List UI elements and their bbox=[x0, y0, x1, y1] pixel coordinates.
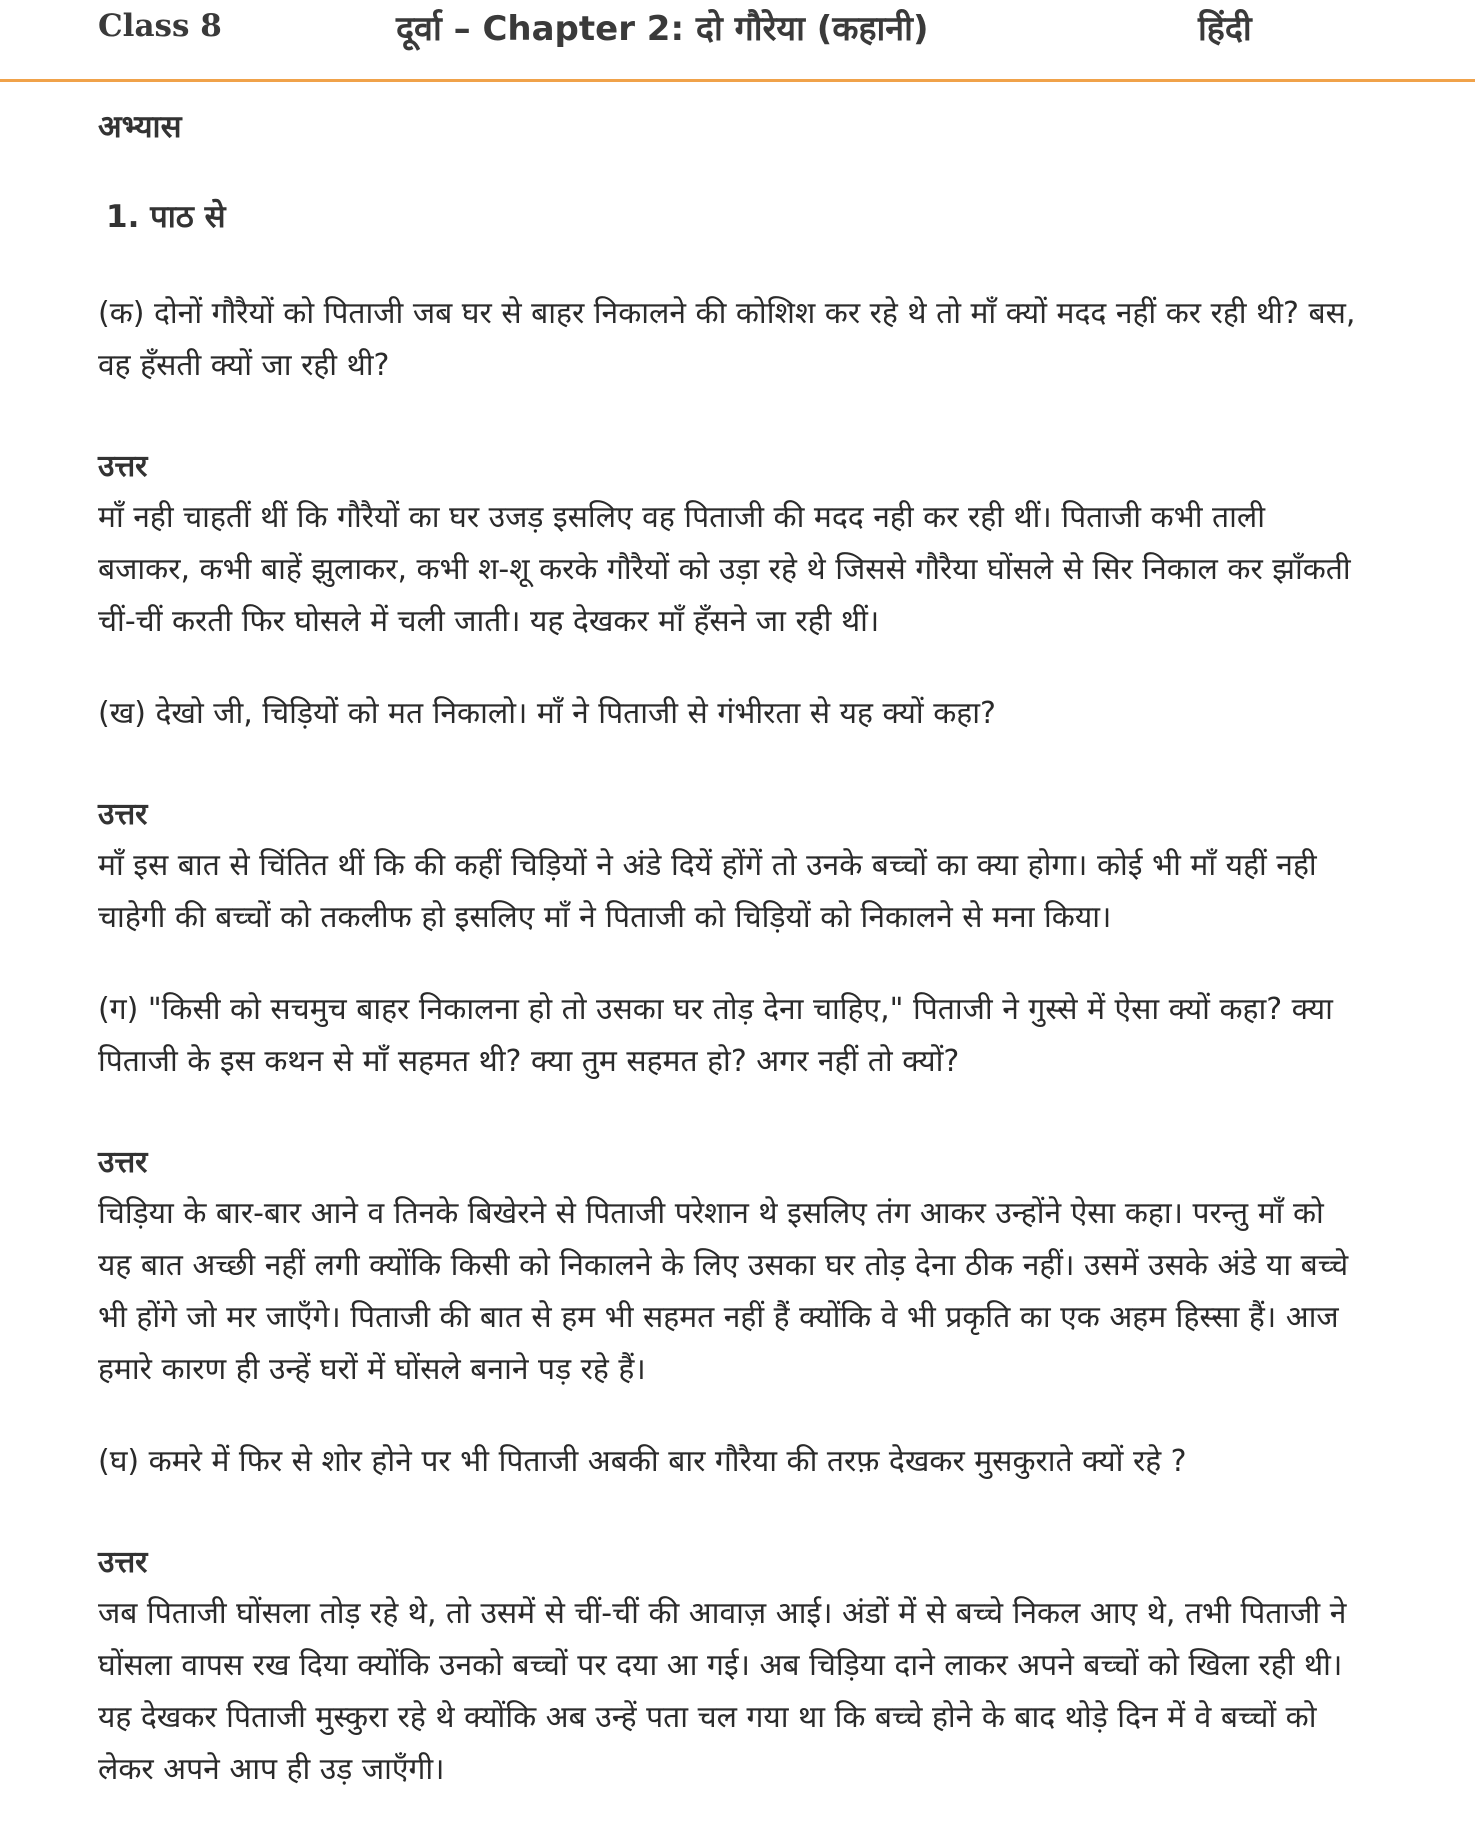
answer-kha: माँ इस बात से चिंतित थीं कि की कहीं चिड़ियों ने अंडे दियें होंगें तो उनके बच्चों का क्या होगा। कोई भी माँ यहीं नही चाहेगी की बच्चों को तकलीफ हो इसलिए माँ ने पिताजी को चिड़ियों को निकालने से मना किया। bbox=[98, 848, 1317, 935]
question-ga: (ग) "किसी को सचमुच बाहर निकालना हो तो उसका घर तोड़ देना चाहिए," पिताजी ने गुस्से में ऐसा क्यों कहा? क्या पिताजी के इस कथन से माँ सहमत थी? क्या तुम सहमत हो? अगर नहीं तो क्यों? bbox=[98, 992, 1333, 1079]
qa-item-kha bbox=[98, 688, 1358, 944]
qa-item-ka bbox=[98, 288, 1358, 648]
page-header bbox=[0, 0, 1475, 82]
answer-ka: माँ नही चाहतीं थीं कि गौरैयों का घर उजड़ इसलिए वह पिताजी की मदद नही कर रही थीं। पिताजी कभी ताली बजाकर, कभी बाहें झुलाकर, कभी श-शू करके गौरैयों को उड़ा रहे थे जिससे गौरैया घोंसले से सिर निकाल कर झाँकती चीं-चीं करती फिर घोसले में चली जाती। यह देखकर माँ हँसने जा रही थीं। bbox=[98, 500, 1351, 639]
question-kha: (ख) देखो जी, चिड़ियों को मत निकालो। माँ ने पिताजी से गंभीरता से यह क्यों कहा? bbox=[98, 696, 996, 731]
qa-item-ga bbox=[98, 984, 1358, 1396]
answer-label: उत्तर bbox=[98, 797, 148, 832]
document-body bbox=[98, 96, 1358, 1796]
class-label: Class 8 bbox=[98, 8, 222, 44]
answer-label: उत्तर bbox=[98, 1145, 148, 1180]
chapter-title: दूर्वा – Chapter 2: दो गौरेया (कहानी) bbox=[396, 9, 929, 49]
subject-label: हिंदी bbox=[1198, 9, 1252, 49]
answer-label: उत्तर bbox=[98, 449, 148, 484]
exercise-heading: अभ्यास bbox=[98, 109, 182, 145]
answer-label: उत्तर bbox=[98, 1545, 148, 1580]
answer-gha: जब पिताजी घोंसला तोड़ रहे थे, तो उसमें से चीं-चीं की आवाज़ आई। अंडों में से बच्चे निकल आए थे, तभी पिताजी ने घोंसला वापस रख दिया क्योंकि उनको बच्चों पर दया आ गई। अब चिड़िया दाने लाकर अपने बच्चों को खिला रही थी। यह देखकर पिताजी मुस्कुरा रहे थे क्योंकि अब उन्हें पता चल गया था कि बच्चे होने के बाद थोड़े दिन में वे बच्चों को लेकर अपने आप ही उड़ जाएँगी। bbox=[98, 1596, 1347, 1787]
question-ka: (क) दोनों गौरैयों को पिताजी जब घर से बाहर निकालने की कोशिश कर रहे थे तो माँ क्यों मदद नहीं कर रही थी? बस, वह हँसती क्यों जा रही थी? bbox=[98, 296, 1356, 383]
question-gha: (घ) कमरे में फिर से शोर होने पर भी पिताजी अबकी बार गौरैया की तरफ़ देखकर मुसकुराते क्यों रहे ? bbox=[98, 1444, 1187, 1479]
answer-ga: चिड़िया के बार-बार आने व तिनके बिखेरने से पिताजी परेशान थे इसलिए तंग आकर उन्होंने ऐसा कहा। परन्तु माँ को यह बात अच्छी नहीं लगी क्योंकि किसी को निकालने के लिए उसका घर तोड़ देना ठीक नहीं। उसमें उसके अंडे या बच्चे भी होंगे जो मर जाएँगे। पिताजी की बात से हम भी सहमत नहीं हैं क्योंकि वे भी प्रकृति का एक अहम हिस्सा हैं। आज हमारे कारण ही उन्हें घरों में घोंसले बनाने पड़ रहे हैं। bbox=[98, 1196, 1349, 1387]
qa-item-gha bbox=[98, 1436, 1358, 1796]
section-heading: 1. पाठ से bbox=[106, 199, 226, 235]
